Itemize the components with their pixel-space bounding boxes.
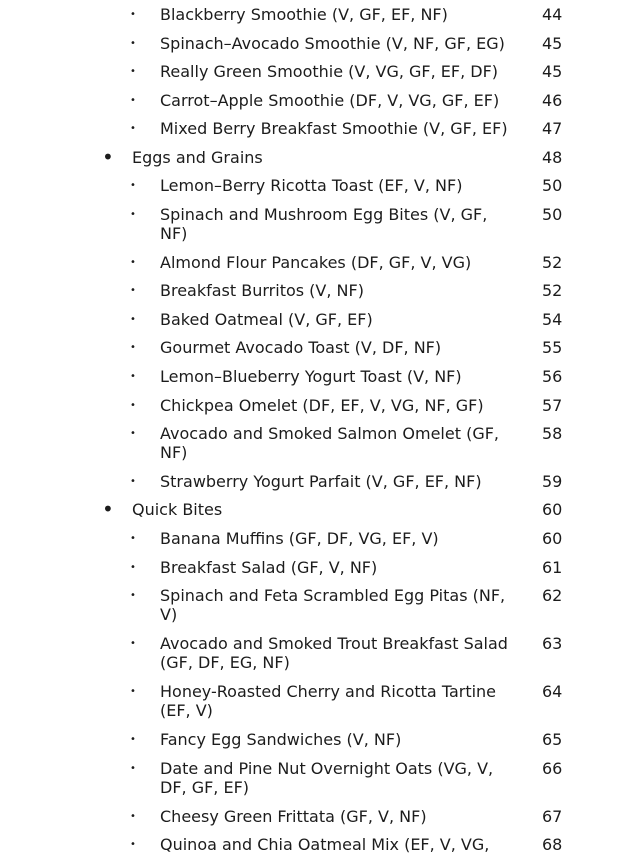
toc-entry-page-number: 46 [542,91,563,110]
toc-entry-title: Banana Muffins (GF, DF, VG, EF, V) [160,529,439,548]
bullet-icon: • [130,342,136,353]
toc-entry-title: Carrot–Apple Smoothie (DF, V, VG, GF, EF) [160,91,500,110]
toc-entry-title: Strawberry Yogurt Parfait (V, GF, EF, NF) [160,472,482,491]
bullet-icon: • [102,145,114,169]
bullet-icon: • [130,763,136,774]
toc-entry-title: Honey-Roasted Cherry and Ricotta Tartine (EF, V) [160,682,497,720]
toc-entry-page-number: 64 [542,682,563,701]
toc-entry-title: Chickpea Omelet (DF, EF, V, VG, NF, GF) [160,396,484,415]
toc-entry-page-number: 55 [542,338,563,357]
toc-entry-page-number: 44 [542,5,563,24]
toc-entry-page-number: 52 [542,253,563,272]
toc-entry-title: Gourmet Avocado Toast (V, DF, NF) [160,338,442,357]
toc-entry-page-number: 54 [542,310,563,329]
bullet-icon: • [130,123,136,134]
toc-entry-page-number: 57 [542,396,563,415]
toc-entry-page-number: 68 [542,835,563,854]
toc-entry-title: Avocado and Smoked Salmon Omelet (GF, NF) [160,424,500,462]
toc-entry-title: Spinach and Feta Scrambled Egg Pitas (NF, V) [160,586,506,624]
toc-entry-page-number: 56 [542,367,563,386]
bullet-icon: • [130,590,136,601]
bullet-icon: • [130,476,136,487]
bullet-icon: • [130,734,136,745]
bullet-icon: • [130,811,136,822]
toc-entry-page-number: 65 [542,730,563,749]
toc-entry-page-number: 45 [542,62,563,81]
toc-entry-title: Fancy Egg Sandwiches (V, NF) [160,730,402,749]
toc-entry-title: Avocado and Smoked Trout Breakfast Salad (GF, DF, EG, NF) [160,634,508,672]
toc-entry-title: Breakfast Salad (GF, V, NF) [160,558,378,577]
toc-entry-page-number: 60 [542,529,563,548]
toc-entry-page-number: 52 [542,281,563,300]
toc-entry-page-number: 67 [542,807,563,826]
bullet-icon: • [130,314,136,325]
toc-entry-title: Cheesy Green Frittata (GF, V, NF) [160,807,427,826]
toc-entry-page-number: 63 [542,634,563,653]
bullet-icon: • [130,180,136,191]
toc-entry-title: Date and Pine Nut Overnight Oats (VG, V, DF, GF, EF) [160,759,494,797]
toc-entry-page-number: 60 [542,500,563,519]
bullet-icon: • [130,839,136,850]
toc-entry-title: Lemon–Berry Ricotta Toast (EF, V, NF) [160,176,463,195]
bullet-icon: • [130,9,136,20]
toc-entry-title: Mixed Berry Breakfast Smoothie (V, GF, EF) [160,119,508,138]
toc-entry-page-number: 66 [542,759,563,778]
toc-entry-title: Blackberry Smoothie (V, GF, EF, NF) [160,5,448,24]
toc-entry-title: Breakfast Burritos (V, NF) [160,281,364,300]
bullet-icon: • [130,95,136,106]
toc-entry-title: Baked Oatmeal (V, GF, EF) [160,310,373,329]
toc-entry-title: Lemon–Blueberry Yogurt Toast (V, NF) [160,367,462,386]
bullet-icon: • [130,428,136,439]
toc-entry-page-number: 62 [542,586,563,605]
toc-entry-page-number: 50 [542,176,563,195]
toc-entry-title: Really Green Smoothie (V, VG, GF, EF, DF) [160,62,499,81]
toc-entry-title: Almond Flour Pancakes (DF, GF, V, VG) [160,253,472,272]
bullet-icon: • [130,66,136,77]
toc-entry-title: Eggs and Grains [132,148,263,167]
toc-entry-page-number: 45 [542,34,563,53]
toc-entry-page-number: 48 [542,148,563,167]
toc-entry-page-number: 50 [542,205,563,224]
bullet-icon: • [130,638,136,649]
bullet-icon: • [130,371,136,382]
toc-entry-title: Spinach–Avocado Smoothie (V, NF, GF, EG) [160,34,505,53]
bullet-icon: • [130,38,136,49]
bullet-icon: • [130,562,136,573]
bullet-icon: • [130,257,136,268]
bullet-icon: • [130,209,136,220]
toc-entry-page-number: 47 [542,119,563,138]
toc-entry-title: Quinoa and Chia Oatmeal Mix (EF, V, VG, [160,835,490,854]
bullet-icon: • [102,497,114,521]
bullet-icon: • [130,285,136,296]
bullet-icon: • [130,533,136,544]
toc-entry-page-number: 58 [542,424,563,443]
bullet-icon: • [130,400,136,411]
bullet-icon: • [130,686,136,697]
toc-entry-title: Quick Bites [132,500,223,519]
toc-entry-page-number: 59 [542,472,563,491]
toc-entry-page-number: 61 [542,558,563,577]
toc-entry-title: Spinach and Mushroom Egg Bites (V, GF, NF) [160,205,488,243]
